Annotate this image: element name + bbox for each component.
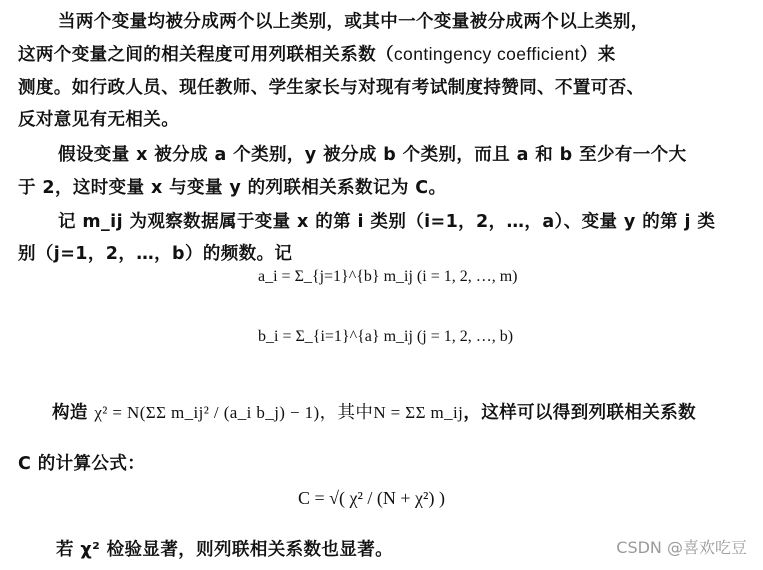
paragraph1-line3: 测度。如行政人员、现任教师、学生家长与对现有考试制度持赞同、不置可否、 bbox=[18, 78, 645, 98]
paragraph1-line1: 当两个变量均被分成两个以上类别，或其中一个变量被分成两个以上类别， bbox=[58, 12, 649, 32]
paragraph4-suffix: ，这样可以得到列联相关系数 bbox=[463, 403, 697, 423]
paragraph4-middle: ，其中 bbox=[319, 402, 374, 422]
paragraph4-line1 bbox=[52, 400, 752, 425]
conclusion-line: 若 χ² 检验显著，则列联相关系数也显著。 bbox=[56, 540, 394, 560]
paragraph4-line2: C 的计算公式： bbox=[18, 454, 146, 474]
paragraph3-line1: 记 m_ij 为观察数据属于变量 x 的第 i 类别（i=1，2，…，a）、变量 y 的第 j 类 bbox=[58, 212, 716, 232]
csdn-watermark: CSDN @喜欢吃豆 bbox=[616, 538, 747, 557]
paragraph1-line2-a: 这两个变量之间的相关程度可用列联相关系数（ bbox=[18, 45, 394, 65]
chi-square-formula: χ² = N(ΣΣ m_ij² / (a_i b_j) − 1) bbox=[94, 403, 320, 422]
formula-b-i: b_i = Σ_{i=1}^{a} m_ij (j = 1, 2, …, b) bbox=[258, 328, 514, 345]
contingency-coefficient-term: contingency coefficient bbox=[393, 44, 580, 64]
paragraph4-prefix: 构造 bbox=[52, 403, 88, 423]
paragraph1-line4: 反对意见有无相关。 bbox=[18, 110, 180, 130]
formula-a-i: a_i = Σ_{j=1}^{b} m_ij (i = 1, 2, …, m) bbox=[258, 268, 518, 285]
paragraph3-line2: 别（j=1，2，…，b）的频数。记 bbox=[18, 244, 293, 264]
paragraph1-line2 bbox=[18, 42, 748, 67]
contingency-coefficient-formula: C = √( χ² / (N + χ²) ) bbox=[298, 488, 445, 508]
paragraph2-line1: 假设变量 x 被分成 a 个类别，y 被分成 b 个类别，而且 a 和 b 至少有一个大 bbox=[58, 145, 687, 165]
paragraph2-line2: 于 2，这时变量 x 与变量 y 的列联相关系数记为 C。 bbox=[18, 178, 447, 198]
paragraph1-line2-c: ）来 bbox=[579, 45, 616, 65]
n-formula: N = ΣΣ m_ij bbox=[373, 403, 464, 422]
